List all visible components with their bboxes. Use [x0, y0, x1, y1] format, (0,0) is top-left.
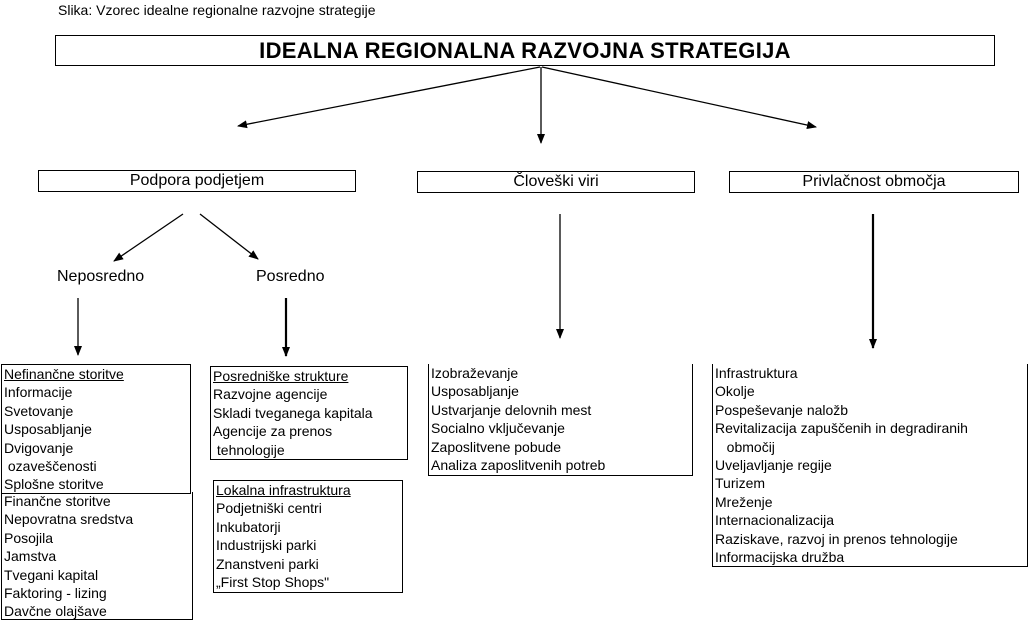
local-infra-heading: Lokalna infrastruktura — [216, 482, 351, 498]
list-item: Pospeševanje naložb — [715, 401, 849, 418]
list-item: „First Stop Shops" — [216, 574, 330, 591]
list-item: Agencije za prenos — [213, 423, 333, 440]
list-item: ozaveščenosti — [4, 458, 97, 475]
financial-services-list — [1, 492, 193, 620]
arrow-support-to-direct — [114, 214, 183, 261]
list-item: Informacijska družba — [715, 549, 845, 566]
list-item: Skladi tveganega kapitala — [213, 404, 373, 421]
list-item: Industrijski parki — [216, 537, 317, 554]
list-item: Socialno vključevanje — [431, 420, 565, 437]
arrow-title-to-support — [238, 67, 540, 126]
list-item: Infrastruktura — [715, 365, 798, 381]
category-attract-box: Privlačnost območja — [729, 171, 1019, 193]
intermediary-heading: Posredniške strukture — [213, 368, 349, 384]
list-item: Turizem — [715, 475, 766, 492]
list-item: Znanstveni parki — [216, 555, 319, 572]
list-item: tehnologije — [213, 441, 285, 458]
list-item: Inkubatorji — [216, 518, 281, 535]
list-item: Faktoring - lizing — [4, 585, 107, 602]
figure-caption: Slika: Vzorec idealne regionalne razvojne strategije — [58, 2, 376, 18]
list-item: Splošne storitve — [4, 476, 104, 493]
human-resources-list — [428, 364, 693, 476]
list-item: Zaposlitvene pobude — [431, 438, 561, 455]
list-item: Ustvarjanje delovnih mest — [431, 401, 592, 418]
list-item: Usposabljanje — [431, 383, 519, 400]
category-support-box: Podpora podjetjem — [38, 170, 356, 192]
list-item: Razvojne agencije — [213, 386, 328, 403]
label-direct: Neposredno — [57, 268, 145, 285]
list-item: Revitalizacija zapuščenih in degradiranih — [715, 420, 968, 437]
list-item: Okolje — [715, 383, 755, 400]
area-attractiveness-list — [712, 364, 1028, 567]
local-infrastructure-list — [213, 480, 403, 593]
list-item: Tvegani kapital — [4, 566, 99, 583]
list-item: Dvigovanje — [4, 439, 74, 456]
strategy-title-box: IDEALNA REGIONALNA RAZVOJNA STRATEGIJA — [55, 35, 995, 66]
arrow-title-to-attract — [542, 67, 816, 127]
list-item: Svetovanje — [4, 402, 74, 419]
intermediary-structures-list — [210, 366, 408, 460]
list-item: Podjetniški centri — [216, 500, 322, 517]
list-item: Usposabljanje — [4, 421, 92, 438]
list-item: Internacionalizacija — [715, 512, 835, 529]
list-item: Raziskave, razvoj in prenos tehnologije — [715, 530, 958, 547]
label-indirect: Posredno — [256, 268, 325, 285]
list-item: Analiza zaposlitvenih potreb — [431, 457, 606, 474]
nonfinancial-heading: Nefinančne storitve — [4, 366, 124, 382]
list-item: Informacije — [4, 384, 73, 401]
list-item: Mreženje — [715, 493, 773, 510]
list-item: Finančne storitve — [4, 493, 111, 509]
list-item: Izobraževanje — [431, 365, 519, 381]
list-item: Posojila — [4, 529, 54, 546]
list-item: Uveljavljanje regije — [715, 457, 832, 474]
arrow-support-to-indirect — [200, 214, 258, 259]
category-human-box: Človeški viri — [417, 171, 695, 193]
list-item: območij — [715, 438, 775, 455]
list-item: Jamstva — [4, 548, 57, 565]
list-item: Davčne olajšave — [4, 603, 107, 620]
list-item: Nepovratna sredstva — [4, 511, 134, 528]
nonfinancial-services-list — [1, 364, 191, 494]
